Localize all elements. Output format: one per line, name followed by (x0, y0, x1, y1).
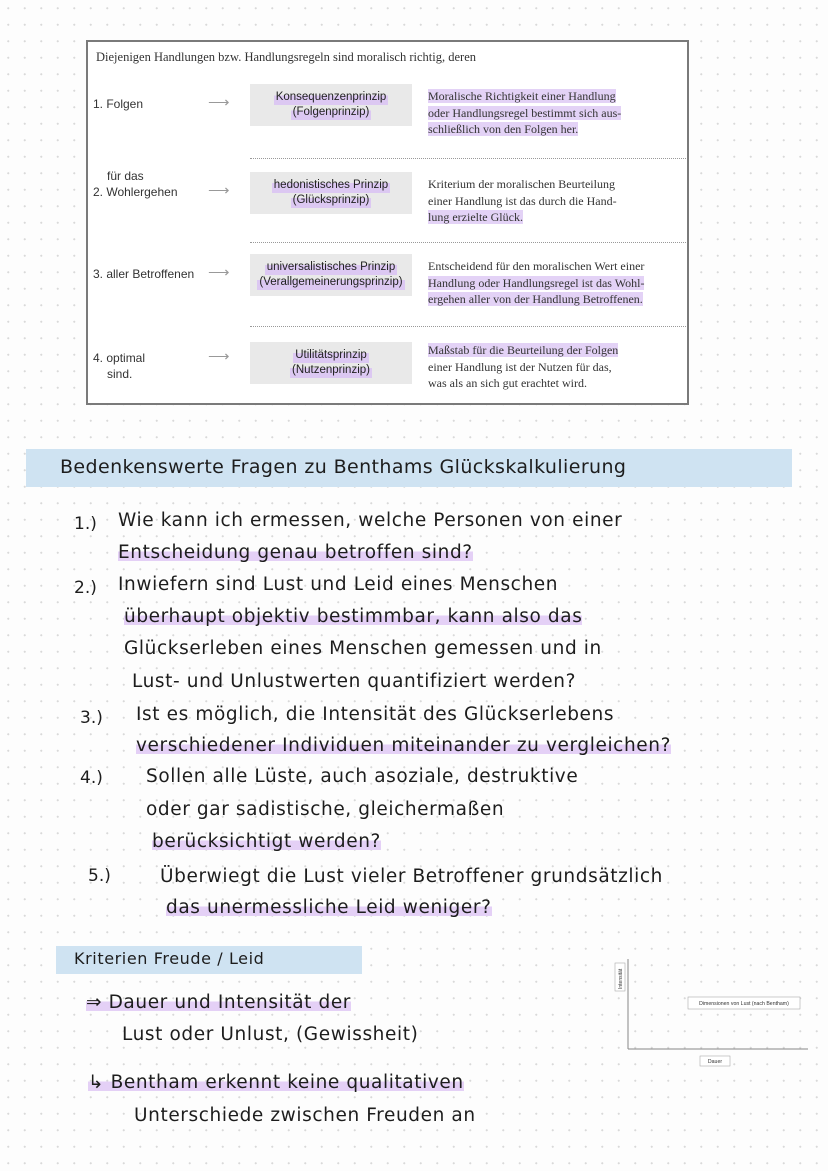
notes-heading: Bedenkenswerte Fragen zu Benthams Glückskalkulierung (60, 456, 627, 478)
question-line: Inwiefern sind Lust und Leid eines Menschen (118, 574, 559, 595)
conclusion-line: ↳ Bentham erkennt keine qualitativen (88, 1072, 464, 1093)
chart-title: Dimensionen von Lust (nach Bentham) (699, 1001, 789, 1007)
table-row (88, 168, 688, 240)
question-number: 5.) (88, 866, 111, 886)
principle-description: Entscheidend für den moralischen Wert einer Handlung oder Handlungsregel ist das Wohl- ergehen aller von der Handlung Betroffenen. (428, 259, 645, 306)
table-row (88, 84, 688, 156)
principle-name: Utilitätsprinzip (295, 349, 367, 361)
principle-alias: (Nutzenprinzip) (292, 364, 370, 376)
table-row (88, 254, 688, 326)
question-line: das unermessliche Leid weniger? (166, 897, 492, 918)
row-divider (250, 242, 686, 243)
principles-table (86, 40, 689, 405)
criterion: 4. optimal sind. (93, 351, 146, 381)
arrow-right-icon: ⟶ (208, 264, 230, 281)
question-number: 3.) (80, 708, 103, 728)
question-line: Überwiegt die Lust vieler Betroffener grundsätzlich (160, 866, 664, 887)
question-line: Entscheidung genau betroffen sind? (118, 542, 473, 563)
criteria-line: Lust oder Unlust, (Gewissheit) (122, 1024, 419, 1045)
question-line: überhaupt objektiv bestimmbar, kann also das (124, 606, 583, 627)
principle-alias: (Folgenprinzip) (292, 106, 370, 118)
lust-dimensions-chart (612, 955, 812, 1067)
criterion: 3. aller Betroffenen (93, 267, 195, 281)
criteria-line: ⇒ Dauer und Intensität der (86, 992, 352, 1013)
arrow-right-icon: ⟶ (208, 94, 230, 111)
principle-description: Kriterium der moralischen Beurteilung einer Handlung ist das durch die Hand- lung erzielte Glück. (428, 177, 617, 224)
table-intro: Diejenigen Handlungen bzw. Handlungsregeln sind moralisch richtig, deren (96, 50, 476, 64)
principle-name: universalistisches Prinzip (266, 261, 396, 273)
question-line: berücksichtigt werden? (152, 831, 381, 852)
criterion: 1. Folgen (93, 97, 144, 111)
principle-box (250, 84, 412, 126)
principle-description: Maßstab für die Beurteilung der Folgen einer Handlung ist der Nutzen für das, was als an sich gut erachtet wird. (428, 343, 619, 390)
principle-box (250, 254, 412, 296)
question-line: Glückserleben eines Menschen gemessen und in (124, 638, 602, 659)
arrow-right-icon: ⟶ (208, 182, 230, 199)
table-row (88, 338, 688, 410)
row-divider (250, 326, 686, 327)
conclusion-line: Unterschiede zwischen Freuden an (134, 1105, 476, 1126)
principle-box (250, 172, 412, 214)
question-line: Sollen alle Lüste, auch asoziale, destruktive (146, 766, 579, 787)
principle-alias: (Verallgemeinerungsprinzip) (259, 276, 403, 288)
criteria-heading: Kriterien Freude / Leid (74, 949, 265, 968)
principle-alias: (Glücksprinzip) (292, 194, 370, 206)
question-line: oder gar sadistische, gleichermaßen (146, 799, 505, 820)
arrow-right-icon: ⟶ (208, 348, 230, 365)
y-axis-label: Intensität (618, 968, 624, 989)
principle-name: hedonistisches Prinzip (273, 179, 389, 191)
question-line: verschiedener Individuen miteinander zu vergleichen? (136, 735, 672, 756)
question-number: 4.) (80, 768, 103, 788)
question-number: 2.) (74, 578, 97, 598)
criterion: für das 2. Wohlergehen (93, 169, 178, 199)
principle-box (250, 342, 412, 384)
question-number: 1.) (74, 514, 97, 534)
question-line: Ist es möglich, die Intensität des Glückserlebens (136, 704, 615, 725)
row-divider (250, 158, 686, 159)
principle-description: Moralische Richtigkeit einer Handlung oder Handlungsregel bestimmt sich aus- schließlich von den Folgen her. (428, 89, 622, 136)
question-line: Wie kann ich ermessen, welche Personen von einer (118, 510, 623, 531)
principle-name: Konsequenzenprinzip (275, 91, 387, 103)
question-line: Lust- und Unlustwerten quantifiziert werden? (132, 671, 577, 692)
x-axis-label: Dauer (707, 1059, 723, 1065)
